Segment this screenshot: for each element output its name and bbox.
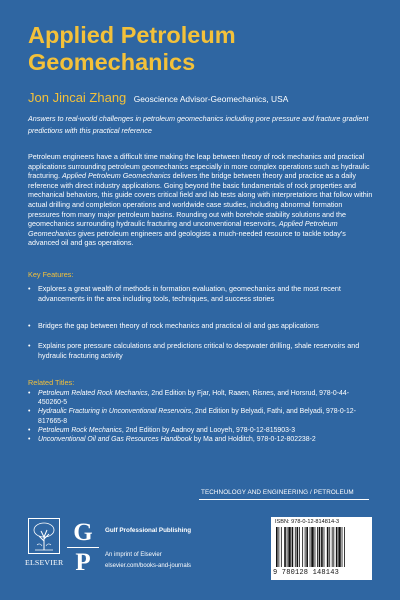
bullet-icon: • [28, 426, 31, 434]
description-part-2: delivers the bridge between theory and practice as a daily reference with direct industry applications. Going beyond the basic fundamentals of rock properties and mechanical behaviors, this guide covers critical field and lab tests along with interpretations that follow within actual drilling and completion operations and worldwide case studies, including abnormal formation pressures from many major petroleum basins. Rounding out with borehole stability solutions and the geomechanics surrounding hydraulic fracturing and unconventional reservoirs, [28, 171, 373, 229]
book-title [28, 22, 368, 76]
gp-logo-icon [70, 518, 96, 578]
related-title-details: , 2nd Edition by Aadnoy and Looyeh, 978-0-12-815903-3 [121, 426, 296, 434]
author-line [28, 89, 288, 107]
gp-logo-divider [67, 547, 99, 548]
key-feature-text: Explores a great wealth of methods in formation evaluation, geomechanics and the most recent advancements in the area including tools, techniques, and success stories [38, 284, 341, 303]
related-title-details: , 2nd Edition by Belyadi, Fathi, and Belyadi, 978-0-12-817665-8 [38, 408, 356, 425]
related-titles-list [28, 389, 374, 444]
related-title-item [28, 426, 374, 435]
key-feature-text: Bridges the gap between theory of rock mechanics and practical oil and gas applications [38, 321, 319, 330]
gp-logo-p: P [75, 549, 91, 576]
publisher-website: elsevier.com/books-and-journals [105, 563, 192, 569]
related-title-item [28, 389, 374, 407]
key-feature-item [28, 284, 374, 304]
bullet-icon: • [28, 321, 31, 330]
title-line-2: Geomechanics [28, 49, 196, 75]
barcode-digits: 9 780128 148143 [273, 569, 340, 577]
related-title-name: Hydraulic Fracturing in Unconventional Reservoirs [38, 408, 192, 416]
related-title-name: Unconventional Oil and Gas Resources Handbook [38, 436, 192, 444]
key-feature-item [28, 341, 374, 361]
description [28, 152, 374, 248]
gp-logo-g: G [73, 519, 93, 546]
related-title-name: Petroleum Rock Mechanics [38, 426, 122, 434]
subject-category: TECHNOLOGY AND ENGINEERING / PETROLEUM [201, 489, 354, 496]
bullet-icon: • [28, 408, 31, 416]
related-title-name: Petroleum Related Rock Mechanics [38, 390, 148, 397]
related-title-details: , 2nd Edition by Fjar, Holt, Raaen, Risnes, and Horsrud, 978-0-44-450260-5 [38, 390, 350, 407]
title-line-1: Applied Petroleum [28, 22, 236, 48]
bullet-icon: • [28, 341, 31, 350]
barcode-panel [271, 517, 372, 580]
related-title-item [28, 435, 374, 444]
divider [199, 499, 369, 500]
publisher-block [25, 518, 198, 578]
publisher-name: Gulf Professional Publishing [105, 527, 192, 534]
elsevier-wordmark: ELSEVIER [25, 558, 64, 567]
description-title-ref-1: Applied Petroleum Geomechanics [61, 171, 171, 181]
related-title-details: by Ma and Holditch, 978-0-12-802238-2 [191, 436, 316, 444]
key-features-heading: Key Features: [28, 270, 74, 279]
publisher-imprint: An imprint of Elsevier [105, 552, 162, 558]
description-part-1: Petroleum engineers have a difficult time making the leap between theory of rock mechanics and practical applications surrounding petroleum geomechanics especially in more complex operations such as hydraulic fracturing. [28, 152, 370, 181]
bullet-icon: • [28, 436, 31, 444]
tagline: Answers to real-world challenges in petroleum geomechanics including pore pressure and fracture gradient predictions with this practical reference [28, 114, 369, 135]
key-feature-text: Explains pore pressure calculations and predictions critical to deepwater drilling, shale reservoirs and hydraulic fracturing activity [38, 341, 360, 360]
elsevier-tree-icon [28, 518, 60, 554]
related-title-item [28, 407, 374, 425]
bullet-icon: • [28, 390, 31, 397]
author-name: Jon Jincai Zhang [28, 90, 127, 105]
description-title-ref-2: Applied Petroleum Geomechanics [28, 219, 338, 238]
key-feature-item [28, 321, 374, 331]
related-titles-heading: Related Titles: [28, 378, 75, 387]
bullet-icon: • [28, 284, 31, 293]
barcode-icon [274, 527, 369, 569]
author-role: Geoscience Advisor-Geomechanics, USA [133, 94, 289, 104]
description-part-3: gives petroleum engineers and geologists a much-needed resource to tackle today's advanced oil and gas operations. [28, 228, 346, 248]
isbn-text: ISBN: 978-0-12-814814-3 [275, 519, 340, 525]
